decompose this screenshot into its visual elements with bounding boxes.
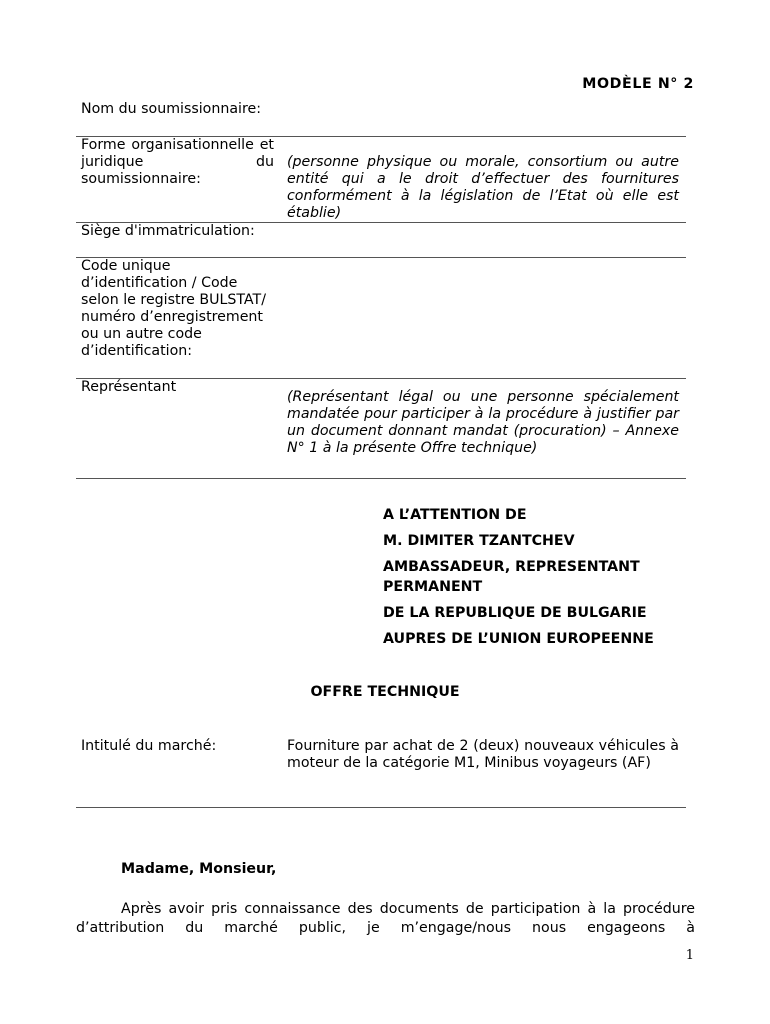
table-row bbox=[76, 223, 686, 258]
market-row bbox=[76, 738, 686, 808]
market-value: Fourniture par achat de 2 (deux) nouveaux véhicules à moteur de la catégorie M1, Minibus voyageurs (AF) bbox=[287, 738, 679, 771]
table-row bbox=[76, 101, 686, 137]
representative-hint: (Représentant légal ou une personne spécialement mandatée pour participer à la procédure à justifier par un document donnant mandat (procuration) – Annexe N° 1 à la présente Offre technique) bbox=[287, 389, 679, 456]
table-row bbox=[76, 379, 686, 479]
offer-title: OFFRE TECHNIQUE bbox=[310, 684, 460, 700]
recipient-title: AMBASSADEUR, REPRESENTANT PERMANENT bbox=[383, 559, 640, 595]
table-row bbox=[76, 137, 686, 223]
bidder-name-value bbox=[274, 101, 686, 136]
bidder-info-table bbox=[76, 101, 686, 479]
registered-seat-value bbox=[274, 223, 686, 257]
body-paragraph: Après avoir pris connaissance des documents de participation à la procédure d’attribution du marché public, je m’engage/nous nous engageons à bbox=[76, 901, 695, 936]
attention-block bbox=[383, 505, 683, 655]
table-row bbox=[76, 258, 686, 379]
recipient-institution: AUPRES DE L’UNION EUROPEENNE bbox=[383, 631, 654, 647]
recipient-country: DE LA REPUBLIQUE DE BULGARIE bbox=[383, 605, 647, 621]
bidder-name-label: Nom du soumissionnaire: bbox=[81, 101, 262, 117]
recipient-name: M. DIMITER TZANTCHEV bbox=[383, 533, 575, 549]
identification-code-value bbox=[274, 258, 686, 378]
representative-label: Représentant bbox=[81, 379, 177, 395]
salutation: Madame, Monsieur, bbox=[121, 861, 277, 877]
attention-line: A L’ATTENTION DE bbox=[383, 507, 527, 523]
market-label: Intitulé du marché: bbox=[81, 738, 217, 754]
page-number: 1 bbox=[685, 948, 694, 963]
identification-code-label: Code unique d’identification / Code selon le registre BULSTAT/ numéro d’enregistrement ou un autre code d’identification: bbox=[81, 258, 266, 359]
model-number: MODÈLE N° 2 bbox=[582, 76, 694, 92]
legal-form-hint: (personne physique ou morale, consortium ou autre entité qui a le droit d’effectuer des fournitures conformément à la législation de l’Etat où elle est établie) bbox=[287, 154, 679, 221]
registered-seat-label: Siège d'immatriculation: bbox=[81, 223, 255, 239]
legal-form-label: Forme organisationnelle et juridique du soumissionnaire: bbox=[81, 137, 274, 187]
